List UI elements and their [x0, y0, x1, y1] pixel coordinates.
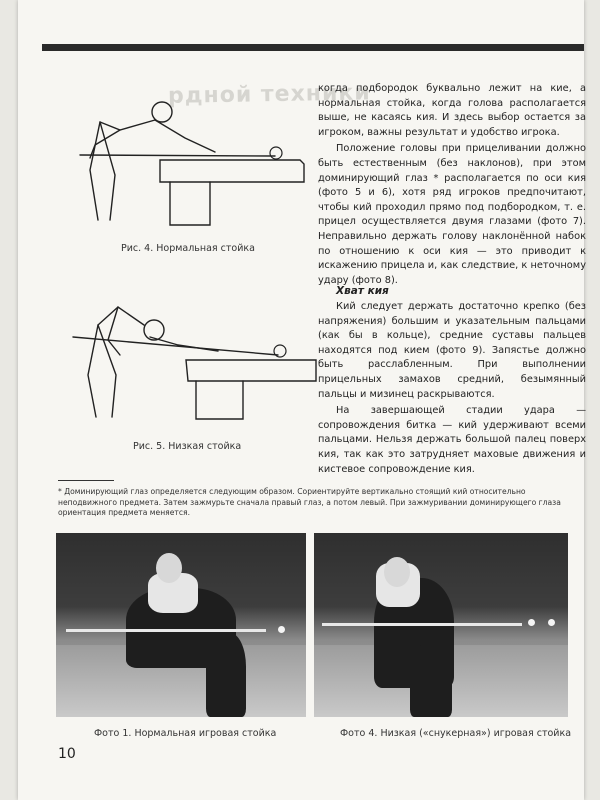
figure-arm-back: [90, 130, 120, 158]
photo-cue: [66, 629, 266, 632]
footnote: * Доминирующий глаз определяется следующим образом. Сориентируйте вертикально стоящий кий относительно неподвижного предмета. Затем зажмурьте сначала правый глаз, а потом левый. При зажмуривании доминирующего глаза ориентация предмета меняется.: [58, 487, 561, 517]
table-leg: [170, 182, 210, 225]
photo-player-head: [156, 553, 182, 583]
cue-ball: [270, 147, 282, 159]
figure-torso: [100, 120, 155, 130]
photo-caption: Фото 4. Низкая («снукерная») игровая стойка: [340, 728, 572, 739]
paragraph: когда подбородок буквально лежит на кие, а нормальная стойка, когда голова располагается выше, не касаясь кия. И здесь выбор остается за игроком, важны результат и удобство игрока.: [318, 83, 586, 138]
photo-normal-stance: [56, 533, 306, 717]
figure-caption: Рис. 5. Низкая стойка: [133, 441, 242, 452]
table-leg: [196, 381, 243, 419]
figure-head: [152, 102, 172, 122]
book-page: [18, 0, 584, 800]
footnote-rule: [58, 480, 114, 481]
table-outline: [160, 160, 304, 182]
photo-ball: [278, 626, 285, 633]
text-column-bottom: [318, 300, 586, 477]
cue-ball: [274, 345, 286, 357]
photo-cue: [322, 623, 522, 626]
figure-low-stance: [58, 285, 318, 425]
figure-torso: [98, 307, 144, 325]
table-outline: [186, 360, 316, 381]
photo-ball: [528, 619, 535, 626]
figure-caption: Рис. 4. Нормальная стойка: [121, 243, 255, 254]
figure-head: [144, 320, 164, 340]
paragraph: Положение головы при прицеливании должно быть естественным (без наклонов), при этом доминирующий глаз * располагается по оси кия (фото 5 и 6), хотя ряд игроков предпочитают, чтобы кий проходил прямо под подбородком, т. е. прицел осуществляется двумя глазами (фото 7). Неправильно держать голову наклонённой набок по отношению к оси кия — это приводит к искажению прицела и, как следствие, к неточному удару (фото 8).: [318, 143, 586, 286]
photo-ball: [548, 619, 555, 626]
text-column-top: [318, 82, 586, 288]
bleed-through-heading: рдной техники: [167, 80, 371, 109]
photo-low-stance: [314, 533, 568, 717]
figure-normal-stance: [60, 90, 320, 240]
photo-player-head: [384, 557, 410, 587]
paragraph: Кий следует держать достаточно крепко (без напряжения) большим и указательным пальцами (как бы в кольце), средние суставы пальцев находятся под кием (фото 9). Запястье должно быть расслабленным. При выполнении прицельных замахов средний, безымянный пальцы и мизинец раскрываются.: [318, 301, 586, 400]
photo-player-legs: [206, 633, 246, 717]
header-rule: [42, 44, 584, 51]
page-number: 10: [58, 746, 76, 762]
figure-arm-front: [155, 120, 215, 152]
photo-player-legs: [410, 643, 452, 717]
paragraph: На завершающей стадии удара — сопровождения битка — кий удерживают всеми пальцами. Нельзя держать большой палец поверх кия, так как это затрудняет маховые движения и кистевое сопровождение кия.: [318, 405, 586, 475]
photo-caption: Фото 1. Нормальная игровая стойка: [94, 728, 277, 739]
figure-legs: [90, 122, 115, 220]
section-heading: Хват кия: [336, 285, 389, 297]
